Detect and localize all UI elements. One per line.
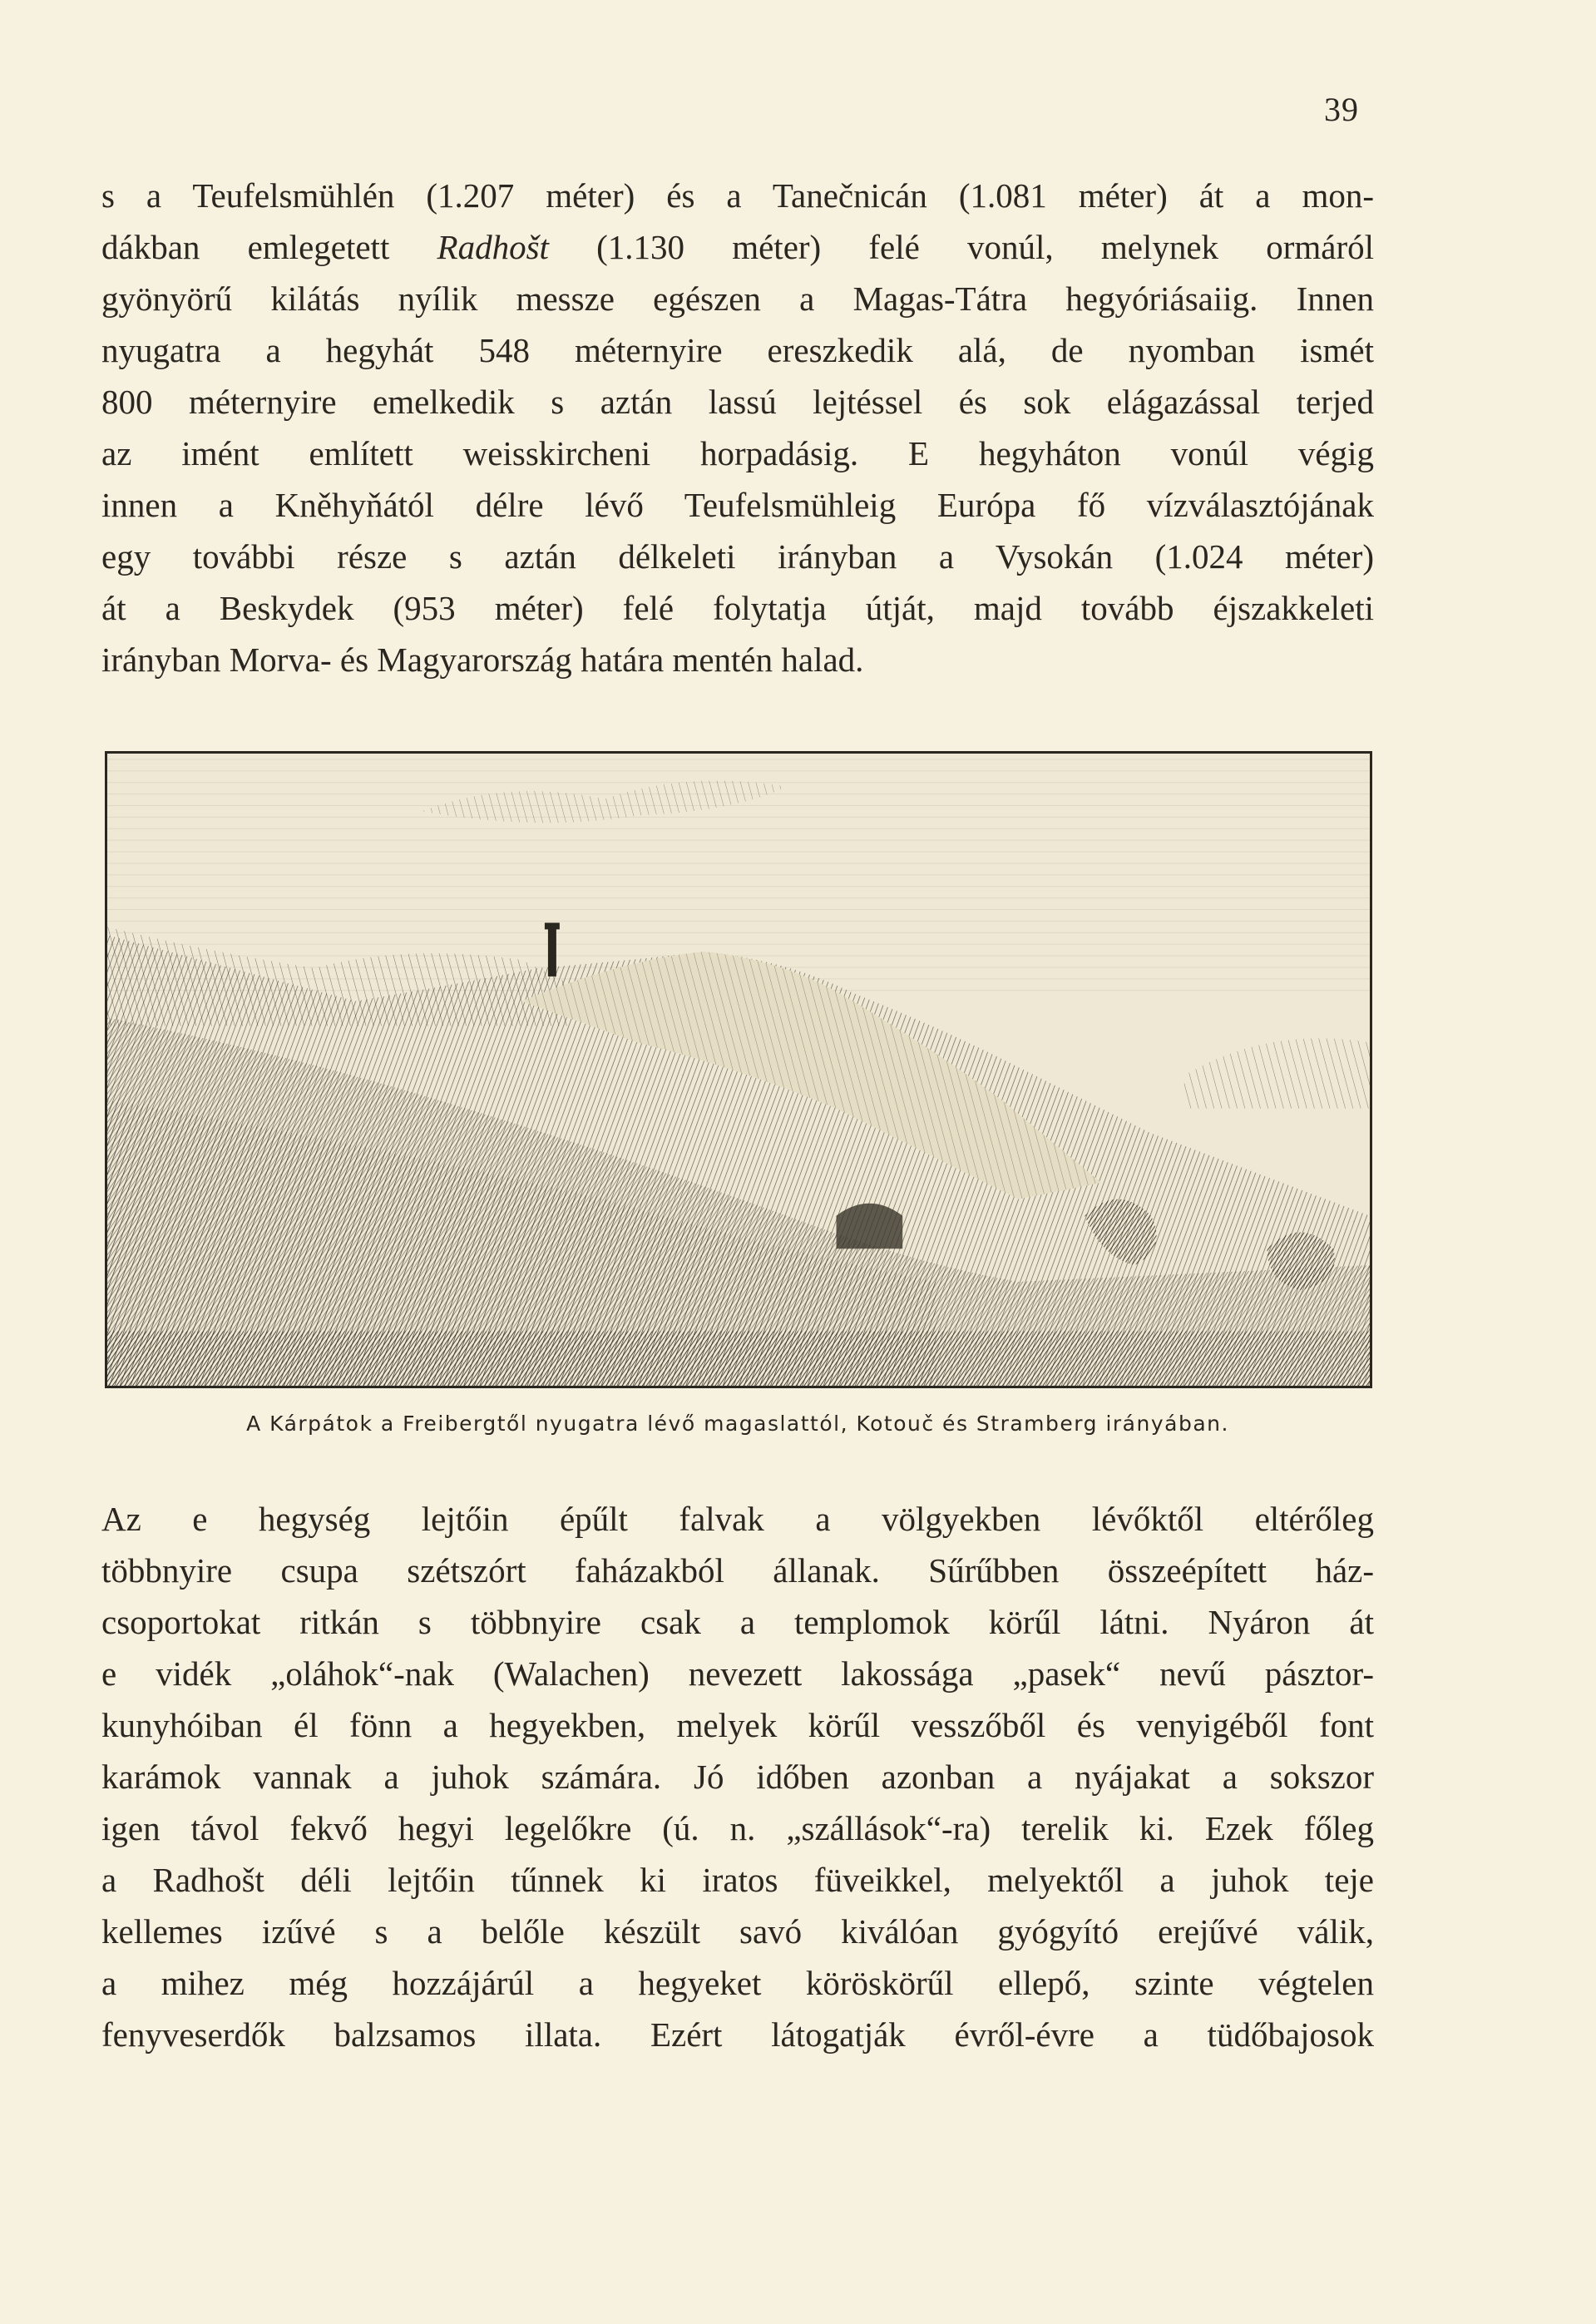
text-line: az imént említett weisskircheni horpadásig. E hegyháton vonúl végig (101, 434, 1374, 472)
text-line: gyönyörű kilátás nyílik messze egészen a Magas-Tátra hegyóriásaiig. Innen (101, 279, 1374, 318)
text-line: a mihez még hozzájárúl a hegyeket köröskörűl ellepő, szinte végtelen (101, 1964, 1374, 2002)
text-fragment: (1.130 méter) felé vonúl, melynek ormáról (548, 228, 1374, 266)
landscape-engraving (105, 751, 1372, 1388)
text-line: kellemes izűvé s a belőle készült savó kiválóan gyógyító erejűvé válik, (101, 1912, 1374, 1951)
place-name-italic: Radhošt (437, 228, 549, 266)
text-line: innen a Kněhyňától délre lévő Teufelsmühleig Európa fő vízválasztójának (101, 486, 1374, 524)
text-line: Az e hegység lejtőin épűlt falvak a völgyekben lévőktől eltérőleg (101, 1500, 1374, 1538)
text-line: irányban Morva- és Magyarország határa mentén halad. (101, 640, 864, 679)
text-line: többnyire csupa szétszórt faházakból állanak. Sűrűbben összeépített ház- (101, 1551, 1374, 1590)
paragraph-mountain-ridge (101, 170, 1374, 685)
text-line: e vidék „oláhok“-nak (Walachen) nevezett lakossága „pasek“ nevű pásztor- (101, 1654, 1374, 1693)
illustration-caption: A Kárpátok a Freibergtől nyugatra lévő magaslattól, Kotouč és Stramberg irányában. (246, 1412, 1229, 1436)
paragraph-villages (101, 1493, 1374, 2060)
text-line: fenyveserdők balzsamos illata. Ezért látogatják évről-évre a tüdőbajosok (101, 2015, 1374, 2054)
text-line (101, 221, 1374, 273)
text-line: s a Teufelsmühlén (1.207 méter) és a Tanečnicán (1.081 méter) át a mon- (101, 176, 1374, 215)
text-line: át a Beskydek (953 méter) felé folytatja útját, majd tovább éjszakkeleti (101, 589, 1374, 627)
text-line: 800 méternyire emelkedik s aztán lassú lejtéssel és sok elágazással terjed (101, 383, 1374, 421)
text-line: egy további része s aztán délkeleti irányban a Vysokán (1.024 méter) (101, 537, 1374, 576)
text-fragment: dákban emlegetett (101, 228, 437, 266)
text-line: nyugatra a hegyhát 548 méternyire ereszkedik alá, de nyomban ismét (101, 331, 1374, 369)
page-number: 39 (1324, 91, 1359, 128)
text-line: a Radhošt déli lejtőin tűnnek ki iratos füveikkel, melyektől a juhok teje (101, 1861, 1374, 1899)
text-line: karámok vannak a juhok számára. Jó időben azonban a nyájakat a sokszor (101, 1758, 1374, 1796)
landscape-engraving-drawing (107, 754, 1370, 1386)
text-line: igen távol fekvő hegyi legelőkre (ú. n. „szállások“-ra) terelik ki. Ezek főleg (101, 1809, 1374, 1847)
text-line: kunyhóiban él fönn a hegyekben, melyek körűl vesszőből és venyigéből font (101, 1706, 1374, 1744)
text-line: csoportokat ritkán s többnyire csak a templomok körűl látni. Nyáron át (101, 1603, 1374, 1641)
